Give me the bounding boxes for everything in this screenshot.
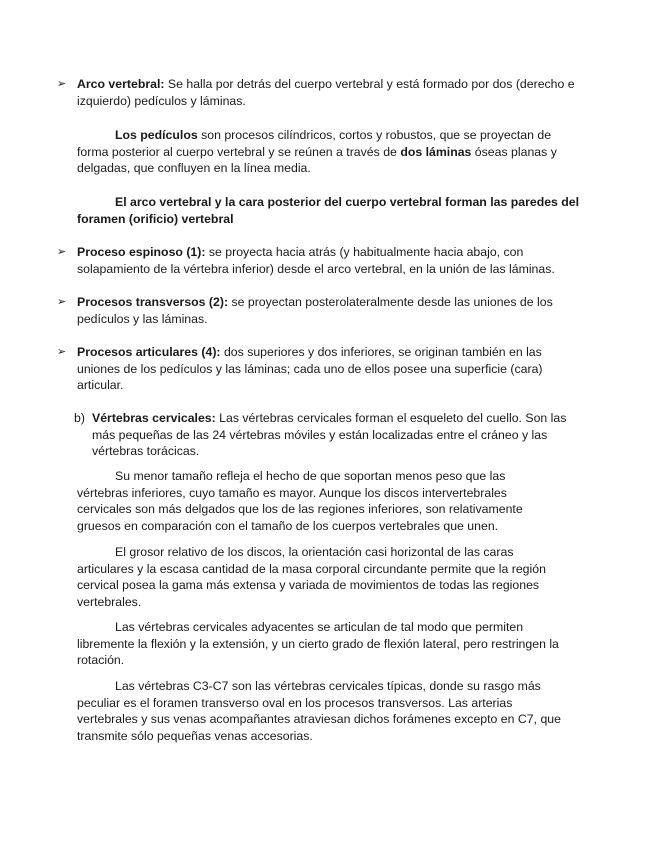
- list-marker-b: b): [74, 411, 85, 425]
- term-pediculos: Los pedículos: [115, 128, 198, 142]
- bullet-text: [77, 344, 567, 394]
- bullet-body: se proyecta hacia atrás (y habitualmente hacia abajo, con solapamiento de la vértebra inferior) desde el arco vertebral, en la unión de las láminas.: [77, 245, 555, 276]
- bullet-body: se proyectan posterolateralmente desde las uniones de los pedículos y las láminas.: [77, 295, 553, 326]
- bullet-arrow-icon: ➢: [57, 296, 67, 308]
- bullet-arrow-icon: ➢: [57, 246, 67, 258]
- bullet-body: dos superiores y dos inferiores, se originan también en las uniones de los pedículos y las láminas; cada uno de ellos posee una superficie (cara) articular.: [77, 345, 543, 392]
- bullet-label: Arco vertebral:: [77, 77, 165, 91]
- paragraph-segment: óseas planas y delgadas, que confluyen en la línea media.: [77, 144, 557, 175]
- list-item-body: Las vértebras cervicales forman el esqueleto del cuello. Son las más pequeñas de las 24 vértebras móviles y están localizadas entre el cráneo y las vértebras torácicas.: [92, 411, 567, 458]
- bullet-item-arco-vertebral: [77, 76, 582, 109]
- bullet-label: Procesos transversos (2):: [77, 295, 229, 309]
- bullet-label: Proceso espinoso (1):: [77, 245, 206, 259]
- paragraph-c3-c7: [77, 678, 567, 744]
- paragraph-grosor-discos: [77, 544, 565, 610]
- bullet-text: [77, 244, 582, 277]
- paragraph-text: Las vértebras cervicales adyacentes se articulan de tal modo que permiten libremente la flexión y la extensión, y un cierto grado de flexión lateral, pero restringen la rotación.: [77, 620, 559, 667]
- paragraph-text: [77, 127, 582, 177]
- bullet-arrow-icon: ➢: [57, 78, 67, 90]
- paragraph-arco-statement: [77, 194, 582, 227]
- bullet-text: [77, 76, 582, 109]
- list-item-label: Vértebras cervicales:: [92, 411, 216, 425]
- list-item-text: [92, 410, 577, 460]
- bullet-item-proceso-espinoso: [77, 244, 582, 277]
- paragraph-articulan: [77, 619, 567, 669]
- paragraph-pediculos: [77, 127, 582, 177]
- list-item-vertebras-cervicales: [92, 410, 577, 460]
- bullet-arrow-icon: ➢: [57, 346, 67, 358]
- bullet-label: Procesos articulares (4):: [77, 345, 221, 359]
- arco-statement-text: El arco vertebral y la cara posterior del cuerpo vertebral forman las paredes del foramen (orificio) vertebral: [77, 195, 580, 226]
- paragraph-text: Su menor tamaño refleja el hecho de que soportan menos peso que las vértebras inferiores, cuyo tamaño es mayor. Aunque los discos intervertebrales cervicales son más delgados que los de las regiones inferiores, son relativamente gruesos en comparación con el tamaño de los cuerpos vertebrales que unen.: [77, 469, 523, 533]
- bullet-body: Se halla por detrás del cuerpo vertebral y está formado por dos (derecho e izquierdo) pedículos y láminas.: [77, 77, 575, 108]
- bullet-item-procesos-transversos: [77, 294, 582, 327]
- paragraph-text: Las vértebras C3-C7 son las vértebras cervicales típicas, donde su rasgo más peculiar es el foramen transverso oval en los procesos transversos. Las arterias vertebrales y sus venas acompañantes atraviesan dichos forámenes excepto en C7, que transmite sólo pequeñas venas accesorias.: [77, 679, 561, 743]
- bullet-text: [77, 294, 582, 327]
- bullet-item-procesos-articulares: [77, 344, 567, 394]
- paragraph-menor-tamano: [77, 468, 553, 534]
- term-laminas: dos láminas: [400, 144, 472, 159]
- paragraph-text: El grosor relativo de los discos, la orientación casi horizontal de las caras articulares y la escasa cantidad de la masa corporal circundante permite que la región cervical posea la gama más extensa y variada de movimientos de todas las regiones vertebrales.: [77, 545, 546, 609]
- paragraph-segment: son procesos cilíndricos, cortos y robustos, que se proyectan de forma posterior al cuerpo vertebral y se reúnen a través de: [77, 128, 552, 159]
